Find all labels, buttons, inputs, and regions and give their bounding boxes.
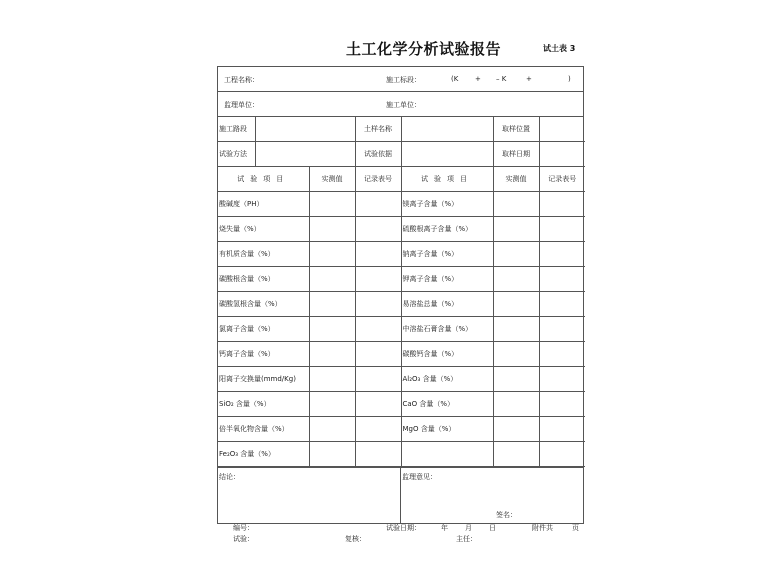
report-form	[217, 66, 584, 524]
measured-right[interactable]	[493, 317, 539, 342]
item-left: 碳酸根含量（%）	[218, 267, 309, 292]
item-left: SiO₂ 含量（%）	[218, 392, 309, 417]
measured-left[interactable]	[309, 392, 355, 417]
item-left: 钙离子含量（%）	[218, 342, 309, 367]
record-right[interactable]	[539, 342, 585, 367]
item-right: 钾离子含量（%）	[401, 267, 493, 292]
table-row	[218, 317, 585, 342]
supervisor-label: 监理单位：	[224, 101, 259, 109]
signature-label: 签名：	[496, 511, 517, 519]
col-item-right: 试验项目	[401, 167, 493, 192]
item-left: 倍半氧化物含量（%）	[218, 417, 309, 442]
table-row	[218, 267, 585, 292]
table-row	[218, 392, 585, 417]
road-section-label: 施工路段	[218, 117, 255, 142]
chainage-plus2: +	[526, 75, 532, 83]
table-row	[218, 417, 585, 442]
item-left: 阳离子交换量(mmd/Kg)	[218, 367, 309, 392]
chainage-plus1: +	[475, 75, 481, 83]
test-basis-label: 试验依据	[355, 142, 401, 167]
measured-left[interactable]	[309, 317, 355, 342]
measured-right[interactable]	[493, 192, 539, 217]
measured-right[interactable]	[493, 342, 539, 367]
month-label: 月	[465, 524, 472, 532]
col-measured-right: 实测值	[493, 167, 539, 192]
col-measured-left: 实测值	[309, 167, 355, 192]
record-right[interactable]	[539, 242, 585, 267]
test-method-value[interactable]	[255, 142, 355, 167]
record-right[interactable]	[539, 442, 585, 467]
item-right: 易溶盐总量（%）	[401, 292, 493, 317]
soil-name-value[interactable]	[401, 117, 493, 142]
record-left[interactable]	[355, 442, 401, 467]
item-right: 钠离子含量（%）	[401, 242, 493, 267]
record-right[interactable]	[539, 367, 585, 392]
col-item-left: 试验项目	[218, 167, 309, 192]
record-left[interactable]	[355, 317, 401, 342]
chainage-k2: – K	[496, 75, 507, 83]
test-method-row	[218, 142, 585, 167]
reviewer-label: 复核：	[345, 535, 366, 543]
chief-label: 主任：	[456, 535, 477, 543]
chainage-close: )	[568, 75, 571, 83]
record-left[interactable]	[355, 242, 401, 267]
measured-left[interactable]	[309, 442, 355, 467]
table-row	[218, 442, 585, 467]
contractor-label: 施工单位：	[386, 101, 421, 109]
attachment-label: 附件共	[532, 524, 553, 532]
table-row	[218, 367, 585, 392]
measured-left[interactable]	[309, 217, 355, 242]
item-right: 碳酸钙含量（%）	[401, 342, 493, 367]
test-basis-value[interactable]	[401, 142, 493, 167]
column-header-row	[218, 167, 585, 192]
sample-info-table	[218, 117, 585, 467]
road-section-row	[218, 117, 585, 142]
record-left[interactable]	[355, 342, 401, 367]
tester-label: 试验：	[233, 535, 254, 543]
record-right[interactable]	[539, 417, 585, 442]
item-right: CaO 含量（%）	[401, 392, 493, 417]
table-row	[218, 292, 585, 317]
measured-left[interactable]	[309, 342, 355, 367]
supervision-label: 监理意见：	[402, 473, 437, 481]
col-record-right: 记录表号	[539, 167, 585, 192]
day-label: 日	[489, 524, 496, 532]
measured-right[interactable]	[493, 392, 539, 417]
measured-left[interactable]	[309, 417, 355, 442]
measured-right[interactable]	[493, 217, 539, 242]
supervision-box[interactable]	[401, 468, 583, 523]
record-left[interactable]	[355, 367, 401, 392]
record-right[interactable]	[539, 267, 585, 292]
measured-left[interactable]	[309, 267, 355, 292]
measured-left[interactable]	[309, 367, 355, 392]
form-number: 试土表 3	[543, 44, 576, 53]
record-left[interactable]	[355, 192, 401, 217]
test-method-label: 试验方法	[218, 142, 255, 167]
project-name-label: 工程名称：	[224, 76, 259, 84]
record-left[interactable]	[355, 417, 401, 442]
measured-left[interactable]	[309, 292, 355, 317]
section-label: 施工标段：	[386, 76, 421, 84]
measured-right[interactable]	[493, 242, 539, 267]
record-left[interactable]	[355, 392, 401, 417]
measured-right[interactable]	[493, 417, 539, 442]
table-row	[218, 242, 585, 267]
record-right[interactable]	[539, 317, 585, 342]
sampling-location-label: 取样位置	[493, 117, 539, 142]
project-row	[218, 67, 583, 92]
record-right[interactable]	[539, 192, 585, 217]
remarks-section	[218, 467, 583, 523]
item-left: 有机质含量（%）	[218, 242, 309, 267]
supervisor-row	[218, 92, 583, 117]
measured-right[interactable]	[493, 367, 539, 392]
report-title: 土工化学分析试验报告	[346, 40, 502, 58]
item-right: 镁离子含量（%）	[401, 192, 493, 217]
chainage-k1: (K	[451, 75, 459, 83]
soil-name-label: 土样名称	[355, 117, 401, 142]
test-date-label: 试验日期：	[386, 524, 421, 532]
record-right[interactable]	[539, 217, 585, 242]
item-right: 中溶盐石膏含量（%）	[401, 317, 493, 342]
item-left: Fe₂O₃ 含量（%）	[218, 442, 309, 467]
record-right[interactable]	[539, 392, 585, 417]
item-left: 碳酸氢根含量（%）	[218, 292, 309, 317]
road-section-value[interactable]	[255, 117, 355, 142]
item-right: 硫酸根离子含量（%）	[401, 217, 493, 242]
conclusion-label: 结论：	[219, 473, 240, 481]
record-left[interactable]	[355, 217, 401, 242]
sampling-date-label: 取样日期	[493, 142, 539, 167]
measured-right[interactable]	[493, 267, 539, 292]
record-left[interactable]	[355, 267, 401, 292]
measured-right[interactable]	[493, 442, 539, 467]
sampling-location-value[interactable]	[539, 117, 585, 142]
item-right: Al₂O₃ 含量（%）	[401, 367, 493, 392]
record-right[interactable]	[539, 292, 585, 317]
measured-left[interactable]	[309, 192, 355, 217]
item-right	[401, 442, 493, 467]
item-left: 氯离子含量（%）	[218, 317, 309, 342]
table-row	[218, 192, 585, 217]
col-record-left: 记录表号	[355, 167, 401, 192]
page-unit-label: 页	[572, 524, 579, 532]
number-label: 编号：	[233, 524, 254, 532]
item-right: MgO 含量（%）	[401, 417, 493, 442]
measured-right[interactable]	[493, 292, 539, 317]
sampling-date-value[interactable]	[539, 142, 585, 167]
item-left: 酸碱度（PH）	[218, 192, 309, 217]
item-left: 烧失量（%）	[218, 217, 309, 242]
table-row	[218, 342, 585, 367]
conclusion-box[interactable]	[218, 468, 401, 523]
table-row	[218, 217, 585, 242]
record-left[interactable]	[355, 292, 401, 317]
year-label: 年	[441, 524, 448, 532]
measured-left[interactable]	[309, 242, 355, 267]
